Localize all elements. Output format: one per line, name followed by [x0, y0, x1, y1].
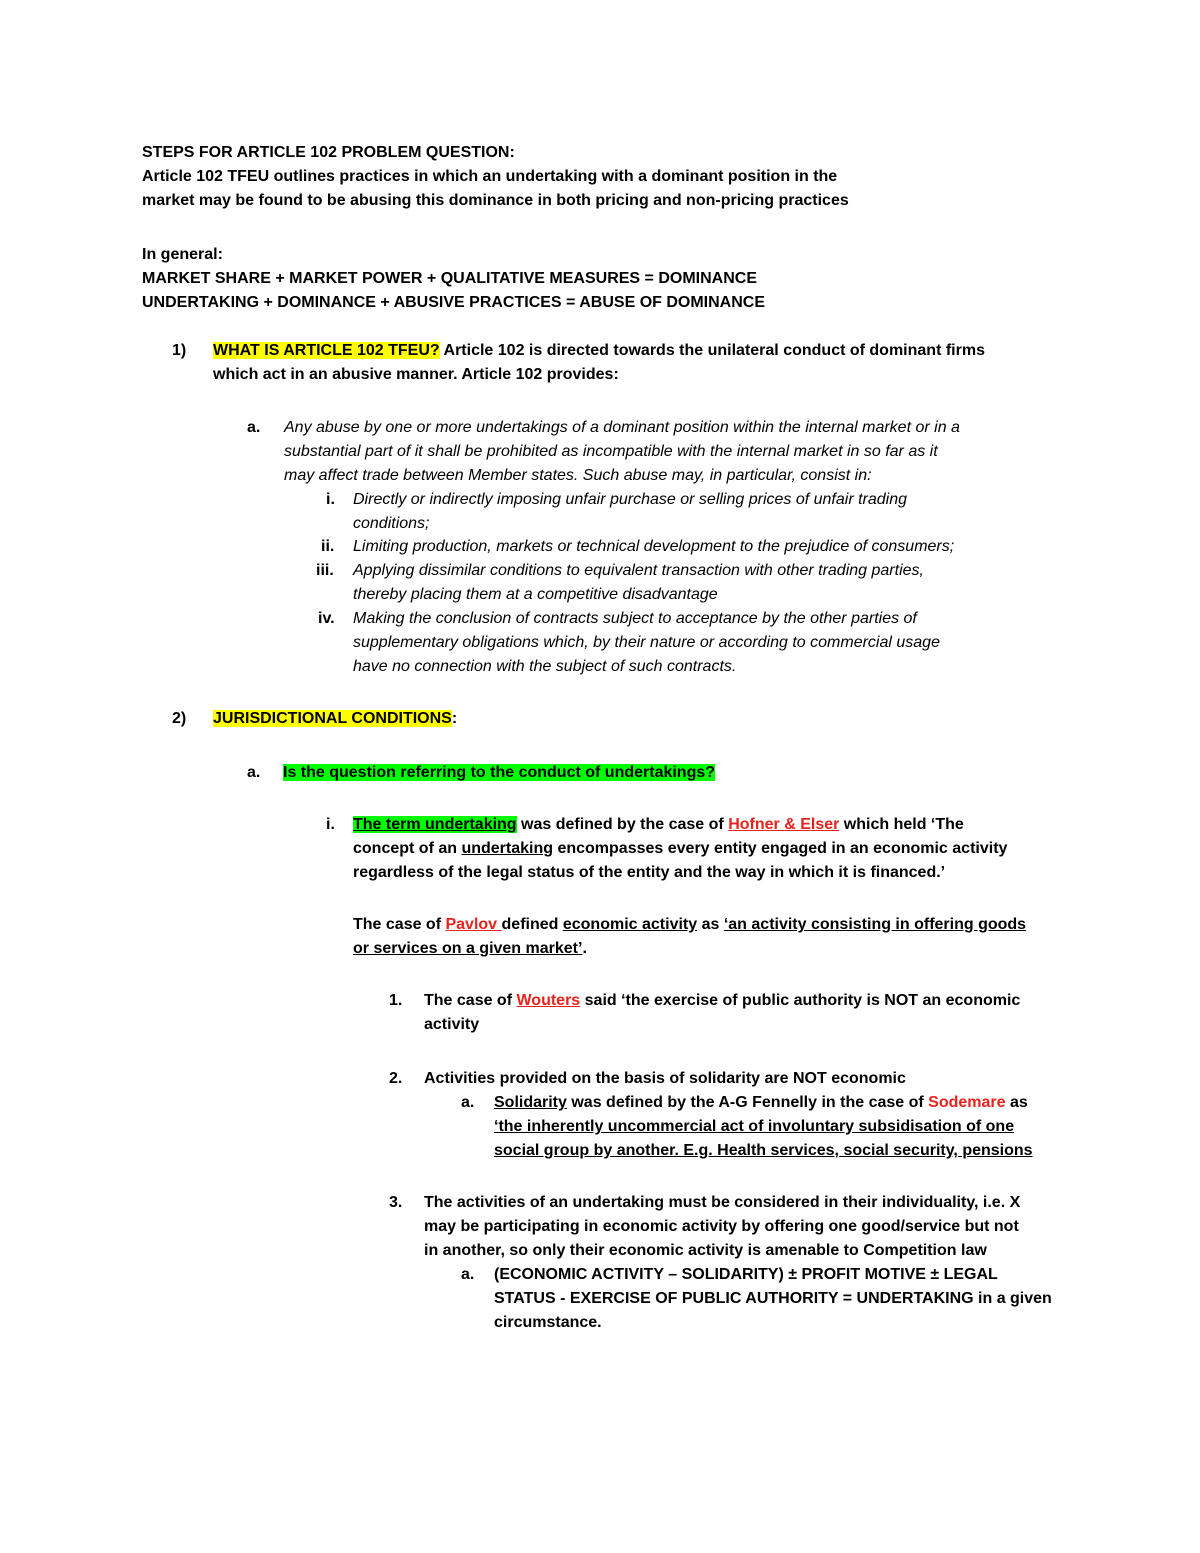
undertaking-i-marker: i.	[326, 816, 335, 833]
section-1-line-2: which act in an abusive manner. Article 102 provides:	[213, 366, 619, 383]
article-iii-line-2: thereby placing them at a competitive disadvantage	[353, 586, 718, 603]
section-1-number: 1)	[172, 342, 187, 359]
pavlov-line-1	[353, 913, 1026, 937]
section-1-text-1: Article 102 is directed towards the unilateral conduct of dominant firms	[439, 342, 985, 359]
article-iv-marker: iv.	[318, 610, 335, 627]
article-i-marker: i.	[326, 491, 335, 508]
article-iv-line-2: supplementary obligations which, by their nature or according to commercial usage	[353, 634, 940, 651]
pavlov-text-2: defined	[501, 916, 563, 933]
pavlov-quote-2: or services on a given market’	[353, 940, 583, 957]
point-2-marker: 2.	[389, 1070, 403, 1087]
point-3-line-2: may be participating in economic activity by offering one good/service but not	[424, 1218, 1019, 1235]
undertaking-underlined: undertaking	[461, 840, 554, 857]
article-a-line-3: may affect trade between Member states. Such abuse may, in particular, consist in:	[284, 467, 872, 484]
point-2a-line-3: social group by another. E.g. Health services, social security, pensions	[494, 1142, 1033, 1159]
pavlov-text-3: as	[697, 916, 724, 933]
undertaking-line-3: regardless of the legal status of the entity and the way in which it is financed.’	[353, 864, 946, 881]
article-iv-line-3: have no connection with the subject of such contracts.	[353, 658, 737, 675]
subsection-a-line	[283, 761, 715, 785]
undertaking-text-3: concept of an	[353, 840, 462, 857]
pavlov-line-2	[353, 937, 587, 961]
article-iii-line-1: Applying dissimilar conditions to equivalent transaction with other trading parties,	[353, 562, 924, 579]
undertaking-text-1: was defined by the case of	[516, 816, 729, 833]
article-a-line-1: Any abuse by one or more undertakings of a dominant position within the internal market or in a	[284, 419, 960, 436]
point-2a-text-2: as	[1005, 1094, 1028, 1111]
article-ii-line-1: Limiting production, markets or technical development to the prejudice of consumers;	[353, 538, 955, 555]
section-2-line	[213, 707, 457, 731]
point-2-line-1: Activities provided on the basis of solidarity are NOT economic	[424, 1070, 906, 1087]
case-pavlov: Pavlov	[445, 916, 502, 933]
term-undertaking: The term undertaking	[353, 816, 517, 833]
general-heading: In general:	[142, 246, 223, 263]
subsection-a-heading: Is the question referring to the conduct of undertakings?	[283, 764, 716, 781]
solidarity-term: Solidarity	[494, 1094, 567, 1111]
article-iv-line-1: Making the conclusion of contracts subject to acceptance by the other parties of	[353, 610, 917, 627]
point-1-line-2: activity	[424, 1016, 480, 1033]
undertaking-line-2	[353, 837, 1007, 861]
point-3a-line-1: (ECONOMIC ACTIVITY – SOLIDARITY) ± PROFIT MOTIVE ± LEGAL	[494, 1266, 998, 1283]
point-1-text-1: The case of	[424, 992, 517, 1009]
article-ii-marker: ii.	[321, 538, 335, 555]
point-2a-line-1	[494, 1091, 1028, 1115]
intro-line-2: market may be found to be abusing this dominance in both pricing and non-pricing practices	[142, 192, 849, 209]
formula-dominance: MARKET SHARE + MARKET POWER + QUALITATIVE MEASURES = DOMINANCE	[142, 270, 757, 287]
point-3-line-1: The activities of an undertaking must be considered in their individuality, i.e. X	[424, 1194, 1021, 1211]
article-a-line-2: substantial part of it shall be prohibited as incompatible with the internal market in so far as it	[284, 443, 938, 460]
article-i-line-2: conditions;	[353, 515, 430, 532]
pavlov-period: .	[582, 940, 587, 957]
article-iii-marker: iii.	[316, 562, 334, 579]
point-2a-marker: a.	[461, 1094, 475, 1111]
section-1-line-1	[213, 339, 985, 363]
point-3-marker: 3.	[389, 1194, 403, 1211]
pavlov-quote-1: ‘an activity consisting in offering goods	[723, 916, 1027, 933]
subsection-a-marker: a.	[247, 764, 261, 781]
point-1-text-2: said ‘the exercise of public authority is NOT an economic	[580, 992, 1021, 1009]
section-2-number: 2)	[172, 710, 187, 727]
case-hofner-elser: Hofner & Elser	[728, 816, 840, 833]
point-3a-line-2: STATUS - EXERCISE OF PUBLIC AUTHORITY = UNDERTAKING in a given	[494, 1290, 1052, 1307]
point-1-line-1	[424, 989, 1020, 1013]
point-3a-marker: a.	[461, 1266, 475, 1283]
article-a-marker: a.	[247, 419, 261, 436]
case-wouters: Wouters	[516, 992, 581, 1009]
document-title: STEPS FOR ARTICLE 102 PROBLEM QUESTION:	[142, 144, 515, 161]
economic-activity-term: economic activity	[562, 916, 698, 933]
intro-line-1: Article 102 TFEU outlines practices in which an undertaking with a dominant position in the	[142, 168, 838, 185]
point-2a-line-2: ‘the inherently uncommercial act of involuntary subsidisation of one	[494, 1118, 1015, 1135]
article-i-line-1: Directly or indirectly imposing unfair purchase or selling prices of unfair trading	[353, 491, 908, 508]
undertaking-line-1	[353, 813, 964, 837]
point-3-line-3: in another, so only their economic activity is amenable to Competition law	[424, 1242, 987, 1259]
section-1-heading: WHAT IS ARTICLE 102 TFEU?	[213, 342, 440, 359]
undertaking-text-4: encompasses every entity engaged in an economic activity	[553, 840, 1008, 857]
section-2-heading: JURISDICTIONAL CONDITIONS	[213, 710, 452, 727]
section-2-colon: :	[451, 710, 458, 727]
formula-abuse: UNDERTAKING + DOMINANCE + ABUSIVE PRACTICES = ABUSE OF DOMINANCE	[142, 294, 766, 311]
point-3a-line-3: circumstance.	[494, 1314, 602, 1331]
undertaking-text-2: which held ‘The	[839, 816, 964, 833]
point-1-marker: 1.	[389, 992, 403, 1009]
case-sodemare: Sodemare	[928, 1094, 1006, 1111]
point-2a-text-1: was defined by the A-G Fennelly in the case of	[566, 1094, 929, 1111]
pavlov-text-1: The case of	[353, 916, 446, 933]
